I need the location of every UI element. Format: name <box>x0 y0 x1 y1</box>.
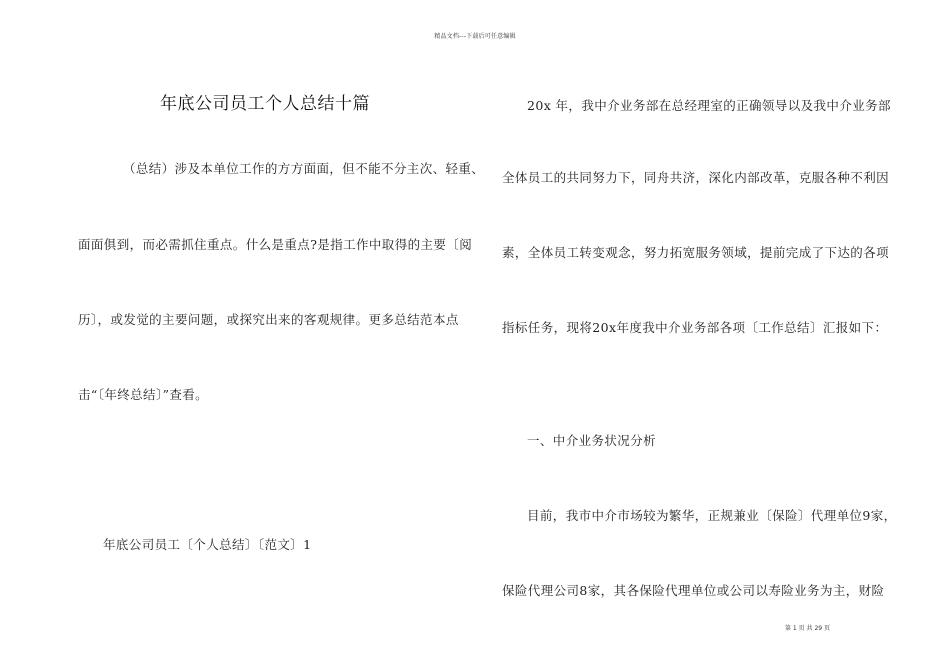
left-paragraph-line-4: 击“〔年终总结〕”查看。 <box>78 387 209 402</box>
page-header: 精品文档---下载后可任意编辑 <box>434 33 516 40</box>
right-paragraph-line-6: 保险代理公司8家，其各保险代理单位或公司以寿险业务为主，财险 <box>502 583 885 598</box>
right-paragraph-line-5: 目前，我市中介市场较为繁华，正规兼业〔保险〕代理单位9家， <box>527 508 897 523</box>
left-paragraph-line-2: 面面俱到，而必需抓住重点。什么是重点?是指工作中取得的主要〔阅 <box>78 237 473 252</box>
right-paragraph-line-4: 指标任务，现将20x年度我中介业务部各项〔工作总结〕汇报如下： <box>502 320 888 335</box>
section-heading: 一、中介业务状况分析 <box>527 433 657 448</box>
right-paragraph-line-1: 20x 年，我中介业务部在总经理室的正确领导以及我中介业务部 <box>527 98 891 113</box>
left-paragraph-line-3: 历〕，或发觉的主要问题，或探究出来的客观规律。更多总结范本点 <box>78 312 459 327</box>
right-paragraph-line-2: 全体员工的共同努力下，同舟共济，深化内部改革，克服各种不利因 <box>502 170 890 185</box>
page-number: 第 1 页 共 29 页 <box>785 625 830 632</box>
right-paragraph-line-3: 素，全体员工转变观念，努力拓宽服务领域，提前完成了下达的各项 <box>502 245 890 260</box>
left-paragraph-line-1: （总结）涉及本单位工作的方方面面，但不能不分主次、轻重、 <box>123 161 485 176</box>
document-title: 年底公司员工个人总结十篇 <box>160 94 370 114</box>
section-subtitle: 年底公司员工〔个人总结〕〔范文〕1 <box>103 537 312 552</box>
